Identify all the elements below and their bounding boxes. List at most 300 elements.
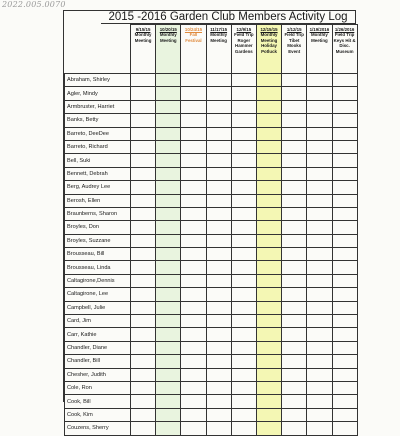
attendance-cell[interactable] <box>181 221 206 234</box>
table-row <box>65 355 358 368</box>
event-label: Monthly Meeting <box>159 32 177 43</box>
attendance-cell[interactable] <box>332 341 357 354</box>
attendance-cell[interactable] <box>332 154 357 167</box>
table-row <box>65 167 358 180</box>
attendance-cell[interactable] <box>156 167 181 180</box>
attendance-cell[interactable] <box>332 248 357 261</box>
attendance-cell[interactable] <box>156 87 181 100</box>
attendance-cell[interactable] <box>282 288 307 301</box>
attendance-cell[interactable] <box>156 74 181 87</box>
attendance-cell[interactable] <box>307 408 332 421</box>
attendance-cell[interactable] <box>131 341 156 354</box>
attendance-cell[interactable] <box>282 100 307 113</box>
attendance-cell[interactable] <box>206 100 231 113</box>
attendance-cell[interactable] <box>307 87 332 100</box>
attendance-cell[interactable] <box>156 328 181 341</box>
attendance-cell[interactable] <box>181 381 206 394</box>
attendance-cell[interactable] <box>307 381 332 394</box>
table-row <box>65 221 358 234</box>
member-name: Berg, Audrey Lee <box>65 181 131 194</box>
attendance-cell[interactable] <box>231 301 256 314</box>
attendance-cell[interactable] <box>282 74 307 87</box>
attendance-cell[interactable] <box>181 261 206 274</box>
attendance-cell[interactable] <box>256 127 281 140</box>
attendance-cell[interactable] <box>156 274 181 287</box>
attendance-cell[interactable] <box>181 87 206 100</box>
attendance-cell[interactable] <box>332 328 357 341</box>
attendance-cell[interactable] <box>332 127 357 140</box>
attendance-cell[interactable] <box>156 341 181 354</box>
event-date: 9/15/15 <box>135 27 151 32</box>
table-row <box>65 422 358 435</box>
attendance-cell[interactable] <box>181 341 206 354</box>
attendance-cell[interactable] <box>332 301 357 314</box>
attendance-cell[interactable] <box>131 140 156 153</box>
attendance-cell[interactable] <box>131 288 156 301</box>
attendance-cell[interactable] <box>156 154 181 167</box>
attendance-cell[interactable] <box>231 288 256 301</box>
table-row <box>65 194 358 207</box>
attendance-cell[interactable] <box>131 261 156 274</box>
attendance-cell[interactable] <box>332 194 357 207</box>
table-row <box>65 341 358 354</box>
attendance-cell[interactable] <box>206 261 231 274</box>
attendance-cell[interactable] <box>332 408 357 421</box>
attendance-cell[interactable] <box>156 381 181 394</box>
attendance-cell[interactable] <box>282 422 307 435</box>
attendance-cell[interactable] <box>231 381 256 394</box>
attendance-cell[interactable] <box>131 127 156 140</box>
attendance-cell[interactable] <box>332 315 357 328</box>
event-header <box>231 25 256 74</box>
table-row <box>65 408 358 421</box>
attendance-cell[interactable] <box>332 181 357 194</box>
attendance-cell[interactable] <box>307 261 332 274</box>
attendance-cell[interactable] <box>131 167 156 180</box>
attendance-cell[interactable] <box>231 87 256 100</box>
attendance-cell[interactable] <box>206 395 231 408</box>
attendance-cell[interactable] <box>307 207 332 220</box>
attendance-cell[interactable] <box>256 261 281 274</box>
attendance-cell[interactable] <box>256 100 281 113</box>
attendance-cell[interactable] <box>256 194 281 207</box>
member-name: Carr, Kathie <box>65 328 131 341</box>
attendance-cell[interactable] <box>131 355 156 368</box>
attendance-cell[interactable] <box>282 328 307 341</box>
member-name-header <box>65 25 131 74</box>
attendance-cell[interactable] <box>282 301 307 314</box>
attendance-cell[interactable] <box>307 114 332 127</box>
attendance-cell[interactable] <box>332 167 357 180</box>
attendance-cell[interactable] <box>307 181 332 194</box>
attendance-cell[interactable] <box>231 194 256 207</box>
attendance-cell[interactable] <box>307 368 332 381</box>
attendance-cell[interactable] <box>282 194 307 207</box>
attendance-cell[interactable] <box>307 154 332 167</box>
attendance-cell[interactable] <box>206 315 231 328</box>
table-row <box>65 100 358 113</box>
event-header <box>332 25 357 74</box>
attendance-cell[interactable] <box>256 221 281 234</box>
attendance-cell[interactable] <box>131 274 156 287</box>
attendance-cell[interactable] <box>231 395 256 408</box>
attendance-cell[interactable] <box>131 315 156 328</box>
table-row <box>65 328 358 341</box>
attendance-cell[interactable] <box>307 167 332 180</box>
attendance-cell[interactable] <box>206 355 231 368</box>
attendance-cell[interactable] <box>206 154 231 167</box>
attendance-cell[interactable] <box>206 288 231 301</box>
attendance-cell[interactable] <box>231 154 256 167</box>
attendance-cell[interactable] <box>206 127 231 140</box>
attendance-cell[interactable] <box>206 381 231 394</box>
member-name: Caltagirone,Dennis <box>65 274 131 287</box>
attendance-cell[interactable] <box>206 140 231 153</box>
event-header <box>206 25 231 74</box>
attendance-cell[interactable] <box>181 422 206 435</box>
attendance-cell[interactable] <box>181 248 206 261</box>
attendance-cell[interactable] <box>206 422 231 435</box>
attendance-cell[interactable] <box>307 341 332 354</box>
attendance-cell[interactable] <box>181 328 206 341</box>
attendance-cell[interactable] <box>256 355 281 368</box>
attendance-cell[interactable] <box>131 368 156 381</box>
attendance-cell[interactable] <box>156 194 181 207</box>
attendance-cell[interactable] <box>256 422 281 435</box>
event-header <box>156 25 181 74</box>
member-name: Abraham, Shirley <box>65 74 131 87</box>
attendance-cell[interactable] <box>282 261 307 274</box>
attendance-cell[interactable] <box>256 408 281 421</box>
attendance-cell[interactable] <box>181 288 206 301</box>
attendance-cell[interactable] <box>156 114 181 127</box>
attendance-cell[interactable] <box>156 408 181 421</box>
attendance-cell[interactable] <box>307 355 332 368</box>
attendance-cell[interactable] <box>231 368 256 381</box>
attendance-cell[interactable] <box>206 408 231 421</box>
member-name: Barreto, Richard <box>65 140 131 153</box>
attendance-cell[interactable] <box>231 355 256 368</box>
attendance-cell[interactable] <box>156 395 181 408</box>
member-name: Campbell, Julie <box>65 301 131 314</box>
member-name: Bell, Suki <box>65 154 131 167</box>
table-row <box>65 207 358 220</box>
attendance-cell[interactable] <box>131 181 156 194</box>
attendance-cell[interactable] <box>181 181 206 194</box>
attendance-cell[interactable] <box>181 167 206 180</box>
attendance-cell[interactable] <box>332 234 357 247</box>
attendance-cell[interactable] <box>131 395 156 408</box>
attendance-cell[interactable] <box>206 301 231 314</box>
event-header <box>282 25 307 74</box>
table-row <box>65 234 358 247</box>
attendance-cell[interactable] <box>332 274 357 287</box>
attendance-cell[interactable] <box>231 114 256 127</box>
attendance-cell[interactable] <box>156 288 181 301</box>
event-label: Monthly Meeting <box>310 32 328 43</box>
attendance-cell[interactable] <box>256 248 281 261</box>
attendance-cell[interactable] <box>206 194 231 207</box>
attendance-cell[interactable] <box>307 395 332 408</box>
attendance-cell[interactable] <box>256 395 281 408</box>
attendance-cell[interactable] <box>181 274 206 287</box>
attendance-cell[interactable] <box>206 368 231 381</box>
event-date: 1/12/15 <box>286 27 302 32</box>
table-row <box>65 248 358 261</box>
attendance-cell[interactable] <box>307 422 332 435</box>
attendance-cell[interactable] <box>181 207 206 220</box>
attendance-cell[interactable] <box>332 381 357 394</box>
attendance-cell[interactable] <box>256 288 281 301</box>
attendance-cell[interactable] <box>181 395 206 408</box>
attendance-cell[interactable] <box>131 422 156 435</box>
attendance-cell[interactable] <box>131 221 156 234</box>
attendance-cell[interactable] <box>156 207 181 220</box>
attendance-cell[interactable] <box>131 194 156 207</box>
attendance-cell[interactable] <box>156 181 181 194</box>
attendance-cell[interactable] <box>206 221 231 234</box>
attendance-cell[interactable] <box>332 100 357 113</box>
attendance-cell[interactable] <box>231 422 256 435</box>
event-label: Monthly Meeting <box>134 32 152 43</box>
attendance-cell[interactable] <box>231 274 256 287</box>
attendance-cell[interactable] <box>131 248 156 261</box>
attendance-cell[interactable] <box>231 74 256 87</box>
attendance-cell[interactable] <box>206 248 231 261</box>
attendance-cell[interactable] <box>282 368 307 381</box>
attendance-cell[interactable] <box>332 74 357 87</box>
attendance-cell[interactable] <box>332 114 357 127</box>
attendance-cell[interactable] <box>156 368 181 381</box>
attendance-cell[interactable] <box>231 207 256 220</box>
attendance-cell[interactable] <box>156 140 181 153</box>
attendance-cell[interactable] <box>206 274 231 287</box>
attendance-cell[interactable] <box>181 234 206 247</box>
attendance-cell[interactable] <box>307 328 332 341</box>
attendance-cell[interactable] <box>156 221 181 234</box>
attendance-cell[interactable] <box>131 234 156 247</box>
attendance-cell[interactable] <box>282 234 307 247</box>
attendance-cell[interactable] <box>231 341 256 354</box>
attendance-cell[interactable] <box>131 114 156 127</box>
attendance-cell[interactable] <box>282 341 307 354</box>
event-date: 12/9/15 <box>236 27 252 32</box>
attendance-cell[interactable] <box>206 74 231 87</box>
event-label: Fall Festival <box>185 32 202 43</box>
attendance-cell[interactable] <box>256 74 281 87</box>
member-name: Cook, Bill <box>65 395 131 408</box>
table-row <box>65 87 358 100</box>
attendance-cell[interactable] <box>282 207 307 220</box>
attendance-cell[interactable] <box>332 355 357 368</box>
attendance-cell[interactable] <box>282 381 307 394</box>
attendance-cell[interactable] <box>256 315 281 328</box>
table-row <box>65 181 358 194</box>
attendance-cell[interactable] <box>282 181 307 194</box>
attendance-cell[interactable] <box>231 221 256 234</box>
attendance-cell[interactable] <box>156 315 181 328</box>
event-label: Monthly Meeting <box>210 32 228 43</box>
attendance-cell[interactable] <box>332 368 357 381</box>
attendance-cell[interactable] <box>307 221 332 234</box>
attendance-cell[interactable] <box>307 194 332 207</box>
attendance-cell[interactable] <box>332 87 357 100</box>
attendance-cell[interactable] <box>307 248 332 261</box>
attendance-cell[interactable] <box>332 261 357 274</box>
member-name: Chandler, Bill <box>65 355 131 368</box>
attendance-cell[interactable] <box>181 74 206 87</box>
attendance-cell[interactable] <box>231 127 256 140</box>
attendance-cell[interactable] <box>156 422 181 435</box>
event-label: Field Trip Keys Hit & Disc. Museum <box>333 32 356 54</box>
event-header <box>131 25 156 74</box>
attendance-cell[interactable] <box>206 328 231 341</box>
attendance-cell[interactable] <box>256 114 281 127</box>
attendance-cell[interactable] <box>282 167 307 180</box>
table-row <box>65 114 358 127</box>
member-name: Braunberns, Sharon <box>65 207 131 220</box>
attendance-cell[interactable] <box>231 234 256 247</box>
attendance-cell[interactable] <box>307 100 332 113</box>
attendance-cell[interactable] <box>332 422 357 435</box>
attendance-cell[interactable] <box>256 154 281 167</box>
attendance-cell[interactable] <box>181 140 206 153</box>
attendance-cell[interactable] <box>332 288 357 301</box>
attendance-cell[interactable] <box>131 100 156 113</box>
attendance-cell[interactable] <box>282 315 307 328</box>
table-row <box>65 274 358 287</box>
table-row <box>65 288 358 301</box>
attendance-cell[interactable] <box>181 100 206 113</box>
attendance-cell[interactable] <box>156 127 181 140</box>
attendance-cell[interactable] <box>231 100 256 113</box>
attendance-cell[interactable] <box>181 368 206 381</box>
attendance-cell[interactable] <box>282 408 307 421</box>
attendance-cell[interactable] <box>282 355 307 368</box>
attendance-cell[interactable] <box>131 154 156 167</box>
attendance-cell[interactable] <box>332 221 357 234</box>
table-row <box>65 368 358 381</box>
attendance-cell[interactable] <box>231 328 256 341</box>
attendance-cell[interactable] <box>206 114 231 127</box>
attendance-cell[interactable] <box>307 140 332 153</box>
attendance-cell[interactable] <box>332 207 357 220</box>
attendance-cell[interactable] <box>282 87 307 100</box>
attendance-cell[interactable] <box>206 341 231 354</box>
attendance-cell[interactable] <box>156 261 181 274</box>
attendance-cell[interactable] <box>332 395 357 408</box>
attendance-cell[interactable] <box>307 74 332 87</box>
attendance-cell[interactable] <box>131 87 156 100</box>
attendance-cell[interactable] <box>231 140 256 153</box>
attendance-cell[interactable] <box>256 167 281 180</box>
attendance-cell[interactable] <box>156 100 181 113</box>
attendance-cell[interactable] <box>131 207 156 220</box>
attendance-cell[interactable] <box>181 301 206 314</box>
attendance-cell[interactable] <box>256 301 281 314</box>
attendance-cell[interactable] <box>307 127 332 140</box>
attendance-cell[interactable] <box>231 181 256 194</box>
member-name: Armbruster, Harriet <box>65 100 131 113</box>
event-label: Monthly Meeting Holiday Potluck <box>260 32 278 54</box>
attendance-cell[interactable] <box>181 127 206 140</box>
attendance-cell[interactable] <box>282 221 307 234</box>
attendance-cell[interactable] <box>231 261 256 274</box>
table-row <box>65 301 358 314</box>
member-name: Caltagirone, Lee <box>65 288 131 301</box>
attendance-cell[interactable] <box>231 408 256 421</box>
attendance-cell[interactable] <box>256 328 281 341</box>
attendance-cell[interactable] <box>181 114 206 127</box>
page-title: 2015 -2016 Garden Club Members Activity Log <box>101 11 356 24</box>
attendance-cell[interactable] <box>131 301 156 314</box>
attendance-cell[interactable] <box>131 328 156 341</box>
attendance-cell[interactable] <box>256 181 281 194</box>
attendance-cell[interactable] <box>256 87 281 100</box>
member-name: Cook, Kim <box>65 408 131 421</box>
attendance-cell[interactable] <box>181 315 206 328</box>
attendance-cell[interactable] <box>206 207 231 220</box>
attendance-cell[interactable] <box>131 74 156 87</box>
attendance-cell[interactable] <box>256 381 281 394</box>
event-label: Field Trip Tibet Mooks Event <box>284 32 304 54</box>
attendance-cell[interactable] <box>282 140 307 153</box>
attendance-cell[interactable] <box>181 154 206 167</box>
attendance-cell[interactable] <box>307 288 332 301</box>
attendance-cell[interactable] <box>156 301 181 314</box>
member-name: Chandler, Diane <box>65 341 131 354</box>
attendance-cell[interactable] <box>307 301 332 314</box>
attendance-cell[interactable] <box>206 167 231 180</box>
attendance-cell[interactable] <box>282 248 307 261</box>
attendance-cell[interactable] <box>282 274 307 287</box>
attendance-cell[interactable] <box>181 408 206 421</box>
attendance-cell[interactable] <box>282 114 307 127</box>
attendance-cell[interactable] <box>256 207 281 220</box>
attendance-cell[interactable] <box>282 127 307 140</box>
attendance-cell[interactable] <box>307 234 332 247</box>
attendance-cell[interactable] <box>256 368 281 381</box>
attendance-cell[interactable] <box>256 341 281 354</box>
activity-log-table <box>64 24 358 436</box>
attendance-cell[interactable] <box>181 194 206 207</box>
attendance-cell[interactable] <box>256 234 281 247</box>
attendance-cell[interactable] <box>156 248 181 261</box>
attendance-cell[interactable] <box>156 234 181 247</box>
attendance-cell[interactable] <box>231 167 256 180</box>
attendance-cell[interactable] <box>332 140 357 153</box>
attendance-cell[interactable] <box>307 274 332 287</box>
attendance-cell[interactable] <box>206 234 231 247</box>
attendance-cell[interactable] <box>282 154 307 167</box>
attendance-cell[interactable] <box>181 355 206 368</box>
attendance-cell[interactable] <box>231 248 256 261</box>
attendance-cell[interactable] <box>282 395 307 408</box>
attendance-cell[interactable] <box>131 381 156 394</box>
member-name: Chesher, Judith <box>65 368 131 381</box>
attendance-cell[interactable] <box>256 274 281 287</box>
attendance-cell[interactable] <box>256 140 281 153</box>
attendance-cell[interactable] <box>231 315 256 328</box>
attendance-cell[interactable] <box>307 315 332 328</box>
attendance-cell[interactable] <box>131 408 156 421</box>
attendance-cell[interactable] <box>206 181 231 194</box>
attendance-cell[interactable] <box>156 355 181 368</box>
table-row <box>65 395 358 408</box>
member-name: Banks, Betty <box>65 114 131 127</box>
member-name: Brousseau, Linda <box>65 261 131 274</box>
attendance-cell[interactable] <box>206 87 231 100</box>
